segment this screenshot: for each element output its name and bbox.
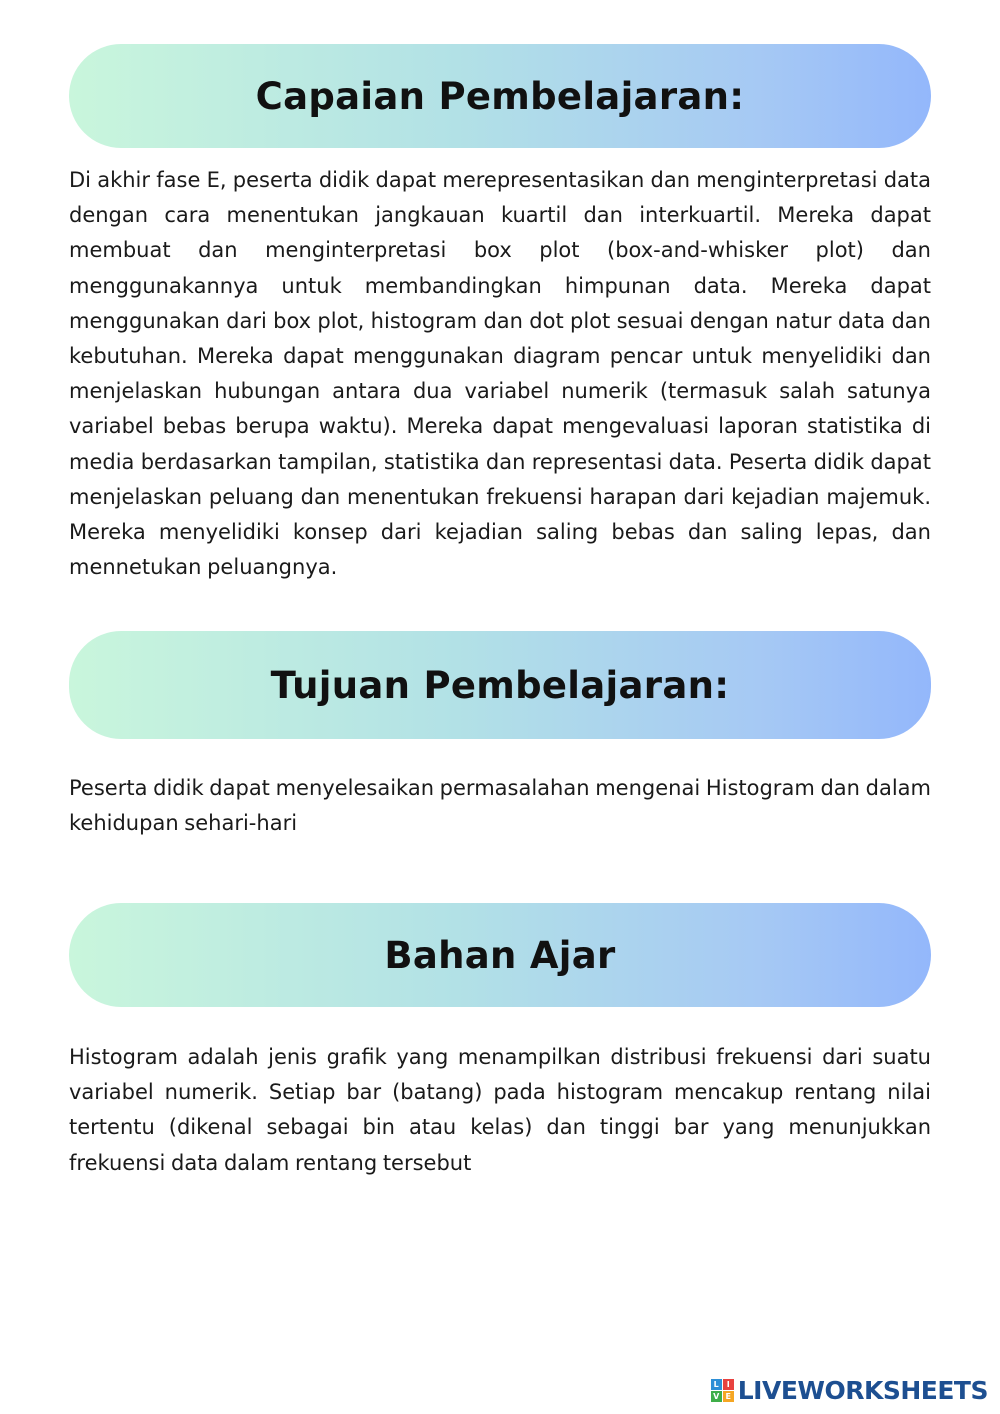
capaian-title: Capaian Pembelajaran:: [255, 74, 745, 118]
logo-letter-i: I: [723, 1379, 734, 1390]
logo-letter-e: E: [723, 1391, 734, 1402]
logo-text: LIVEWORKSHEETS: [737, 1375, 988, 1405]
live-logo-mark-icon: [711, 1379, 734, 1402]
capaian-paragraph: Di akhir fase E, peserta didik dapat merepresentasikan dan menginterpretasi data dengan cara menentukan jangkauan kuartil dan interkuartil. Mereka dapat membuat dan menginterpretasi box plot (box-and-whisker plot) dan menggunakannya untuk membandingkan himpunan data. Mereka dapat menggunakan dari box plot, histogram dan dot plot sesuai dengan natur data dan kebutuhan. Mereka dapat menggunakan diagram pencar untuk menyelidiki dan menjelaskan hubungan antara dua variabel numerik (termasuk salah satunya variabel bebas berupa waktu). Mereka dapat mengevaluasi laporan statistika di media berdasarkan tampilan, statistika dan representasi data. Peserta didik dapat menjelaskan peluang dan menentukan frekuensi harapan dari kejadian majemuk. Mereka menyelidiki konsep dari kejadian saling bebas dan saling lepas, dan mennetukan peluangnya.: [69, 168, 931, 580]
tujuan-title: Tujuan Pembelajaran:: [270, 663, 730, 707]
liveworksheets-logo[interactable]: [711, 1374, 988, 1406]
tujuan-banner: [69, 631, 931, 739]
logo-letter-v: V: [711, 1391, 722, 1402]
bahan-ajar-title: Bahan Ajar: [384, 933, 616, 977]
bahan-ajar-paragraph: Histogram adalah jenis grafik yang menampilkan distribusi frekuensi dari suatu variabel numerik. Setiap bar (batang) pada histogram mencakup rentang nilai tertentu (dikenal sebagai bin atau kelas) dan tinggi bar yang menunjukkan frekuensi data dalam rentang tersebut: [69, 1045, 931, 1175]
tujuan-paragraph: Peserta didik dapat menyelesaikan permasalahan mengenai Histogram dan dalam kehidupan sehari-hari: [69, 776, 931, 836]
logo-letter-l: L: [711, 1379, 722, 1390]
capaian-banner: [69, 44, 931, 148]
bahan-ajar-banner: [69, 903, 931, 1007]
